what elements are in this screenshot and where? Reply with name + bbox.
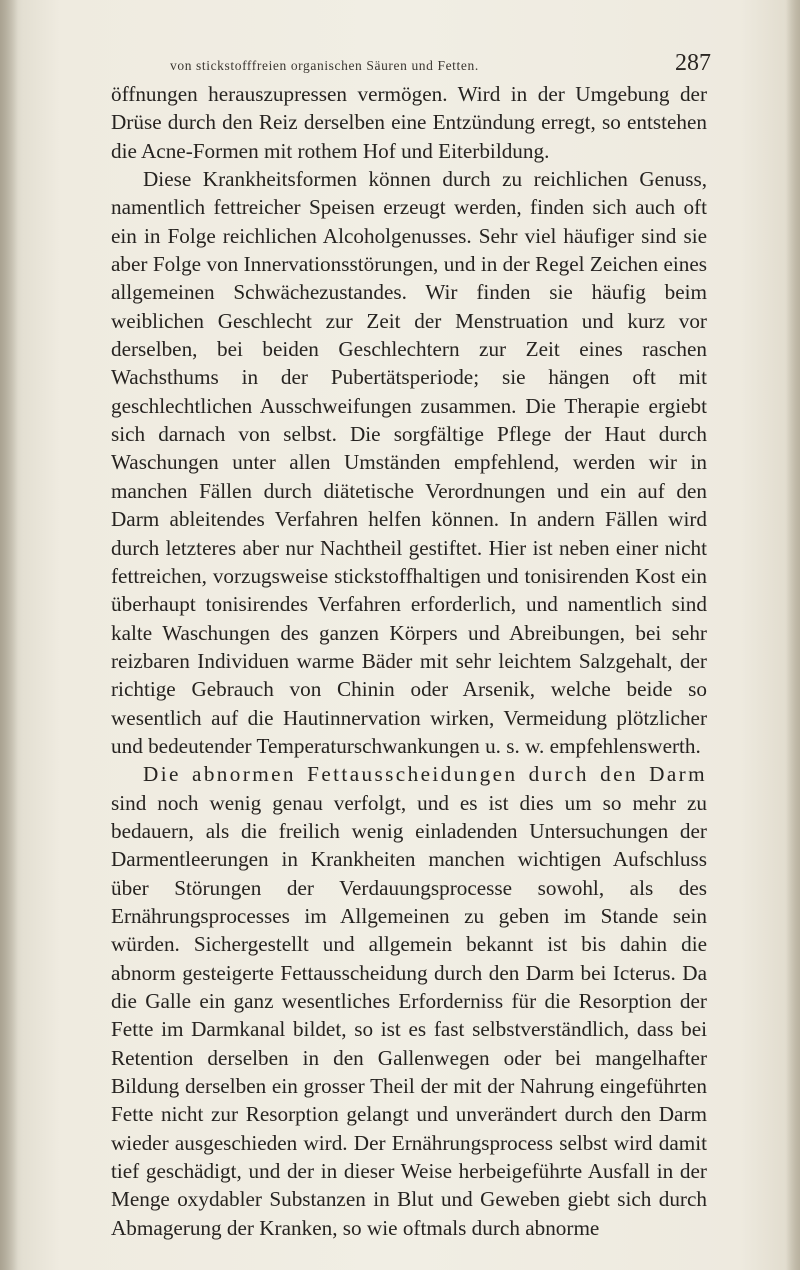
- page-edge-shadow: [786, 0, 800, 1270]
- paragraph-3-text: sind noch wenig genau verfolgt, und es ist dies um so mehr zu bedauern, als die freilich wenig einladenden Untersuchungen der Darmentleerungen in Krankheiten manchen wichtigen Aufschluss über Störungen der Verdauungsprocesse sowohl, als des Ernährungsprocesses im Allgemeinen zu geben im Stande sein würden. Sichergestellt und allgemein bekannt ist bis dahin die abnorm gesteigerte Fettausscheidung durch den Darm bei Icterus. Da die Galle ein ganz wesentliches Erforderniss für die Resorption der Fette im Darmkanal bildet, so ist es fast selbstverständlich, dass bei Retention derselben in den Gallenwegen oder bei mangelhafter Bildung derselben ein grosser Theil der mit der Nahrung eingeführten Fette nicht zur Resorption gelangt und unverändert durch den Darm wieder ausgeschieden wird. Der Ernährungsprocess selbst wird damit tief geschädigt, und der in dieser Weise herbeigeführte Ausfall in der Menge oxydabler Substanzen in Blut und Geweben giebt sich durch Abmagerung der Kranken, so wie oftmals durch abnorme: [111, 790, 707, 1240]
- paragraph-2: Diese Krankheitsformen können durch zu reichlichen Genuss, namentlich fettreicher Speisen erzeugt werden, finden sich auch oft ein in Folge reichlichen Alcoholgenusses. Sehr viel häufiger sind sie aber Folge von Innervationsstörungen, und in der Regel Zeichen eines allgemeinen Schwächezustandes. Wir finden sie häufig beim weiblichen Geschlecht zur Zeit der Menstruation und kurz vor derselben, bei beiden Geschlechtern zur Zeit eines raschen Wachsthums in der Pubertätsperiode; sie hängen oft mit geschlechtlichen Ausschweifungen zusammen. Die Therapie ergiebt sich darnach von selbst. Die sorgfältige Pflege der Haut durch Waschungen unter allen Umständen empfehlend, werden wir in manchen Fällen durch diätetische Verordnungen und ein auf den Darm ableitendes Verfahren helfen können. In andern Fällen wird durch letzteres aber nur Nachtheil gestiftet. Hier ist neben einer nicht fettreichen, vorzugsweise stickstoffhaltigen und tonisirenden Kost ein überhaupt tonisirendes Verfahren erforderlich, und namentlich sind kalte Waschungen des ganzen Körpers und Abreibungen, bei sehr reizbaren Individuen warme Bäder mit sehr leichtem Salzgehalt, der richtige Gebrauch von Chinin oder Arsenik, welche beide so wesentlich auf die Hautinnervation wirken, Vermeidung plötzlicher und bedeutender Temperaturschwankungen u. s. w. empfehlenswerth.: [111, 167, 707, 758]
- paragraph-1: öffnungen herauszupressen vermögen. Wird in der Umgebung der Drüse durch den Reiz derselben eine Entzündung erregt, so entstehen die Acne-Formen mit rothem Hof und Eiterbildung.: [111, 82, 707, 163]
- page-number: 287: [675, 50, 711, 76]
- paragraph-3: [111, 760, 707, 1242]
- section-lead-spaced: Die abnormen Fettausscheidungen durch den Darm: [143, 762, 707, 787]
- body-text: [111, 80, 707, 1242]
- binding-shadow: [0, 0, 18, 1270]
- running-head: von stickstofffreien organischen Säuren und Fetten.: [170, 58, 479, 73]
